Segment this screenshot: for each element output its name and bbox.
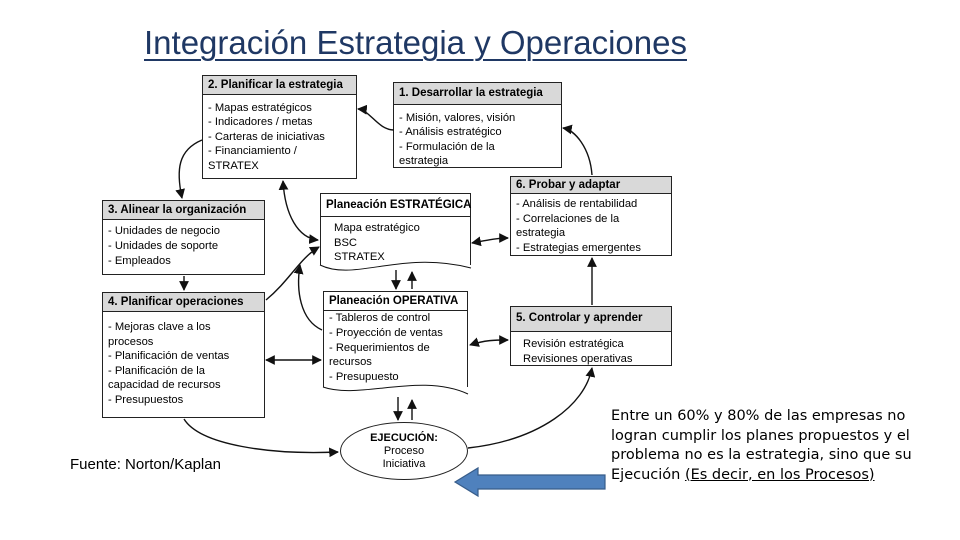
ejecucion-ellipse — [340, 422, 468, 480]
list-item: Mapa estratégico — [334, 222, 420, 234]
list-item: - Unidades de soporte — [108, 239, 219, 252]
box-header: 1. Desarrollar la estrategia — [394, 83, 561, 105]
list-item: - Requerimientos de — [329, 341, 430, 354]
list-item: STRATEX — [208, 159, 259, 172]
ejecucion-line2: Iniciativa — [382, 458, 426, 470]
note-body: Entre un 60% y 80% de las empresas no logran cumplir los planes propuestos y el problema no es la estrategia, sino que su Ejecución — [611, 408, 912, 483]
doc-wave-operativa — [323, 385, 468, 394]
box-header: 3. Alinear la organización — [103, 201, 264, 220]
arrow-3-estrategica — [266, 247, 319, 300]
arrow-1-to-2 — [358, 109, 394, 130]
box-header: 2. Planificar la estrategia — [203, 76, 356, 95]
list-item: - Proyección de ventas — [329, 326, 443, 339]
arrow-2-estrategica — [283, 181, 318, 240]
list-item: Revisiones operativas — [523, 352, 633, 365]
ejecucion-header: EJECUCIÓN: — [370, 432, 438, 444]
arrow-operativa-5 — [470, 340, 508, 345]
arrow-ejecucion-to-5 — [468, 368, 592, 448]
arrow-6-to-1 — [563, 128, 592, 175]
list-item: - Carteras de iniciativas — [208, 130, 325, 143]
list-item: - Misión, valores, visión — [399, 112, 516, 124]
list-item: - Mejoras clave a los — [108, 321, 211, 333]
list-item: - Planificación de la — [108, 364, 206, 377]
list-item: STRATEX — [334, 251, 385, 263]
note-text — [611, 407, 941, 485]
list-item: - Empleados — [108, 254, 171, 267]
list-item: - Tableros de control — [329, 312, 431, 324]
box-header: Planeación OPERATIVA — [324, 292, 467, 311]
list-item: - Presupuesto — [329, 371, 399, 384]
source-caption: Fuente: Norton/Kaplan — [70, 456, 221, 473]
list-item: - Unidades de negocio — [108, 225, 220, 237]
box-header: Planeación ESTRATÉGICA — [321, 194, 470, 217]
list-item: estrategia — [399, 154, 449, 167]
list-item: procesos — [108, 335, 154, 348]
ejecucion-line1: Proceso — [383, 445, 425, 457]
list-item: - Análisis de rentabilidad — [516, 198, 638, 210]
arrow-2-to-3 — [179, 140, 202, 198]
arrow-operativa-loop — [299, 265, 322, 330]
list-item: - Financiamiento / — [208, 145, 297, 158]
list-item: - Planificación de ventas — [108, 350, 230, 363]
arrow-4-to-ejecucion — [184, 419, 338, 453]
doc-wave-estrategica — [320, 262, 471, 270]
box-header: 5. Controlar y aprender — [511, 307, 671, 332]
list-item: - Mapas estratégicos — [208, 102, 312, 114]
list-item: - Estrategias emergentes — [516, 241, 641, 254]
list-item: recursos — [329, 356, 372, 369]
note-underlined: (Es decir, en los Procesos) — [684, 466, 875, 483]
list-item: BSC — [334, 236, 358, 249]
arrow-estrategica-6 — [472, 238, 508, 243]
box-header: 6. Probar y adaptar — [511, 177, 671, 194]
left-arrow-icon — [455, 468, 605, 496]
page-title: Integración Estrategia y Operaciones — [144, 24, 687, 61]
list-item: - Correlaciones de la — [516, 212, 620, 225]
list-item: - Indicadores / metas — [208, 116, 313, 129]
box-header: 4. Planificar operaciones — [103, 293, 264, 312]
list-item: - Análisis estratégico — [399, 126, 502, 139]
list-item: Revisión estratégica — [523, 338, 624, 350]
list-item: capacidad de recursos — [108, 379, 221, 392]
list-item: estrategia — [516, 227, 566, 240]
list-item: - Presupuestos — [108, 393, 184, 406]
list-item: - Formulación de la — [399, 140, 495, 153]
